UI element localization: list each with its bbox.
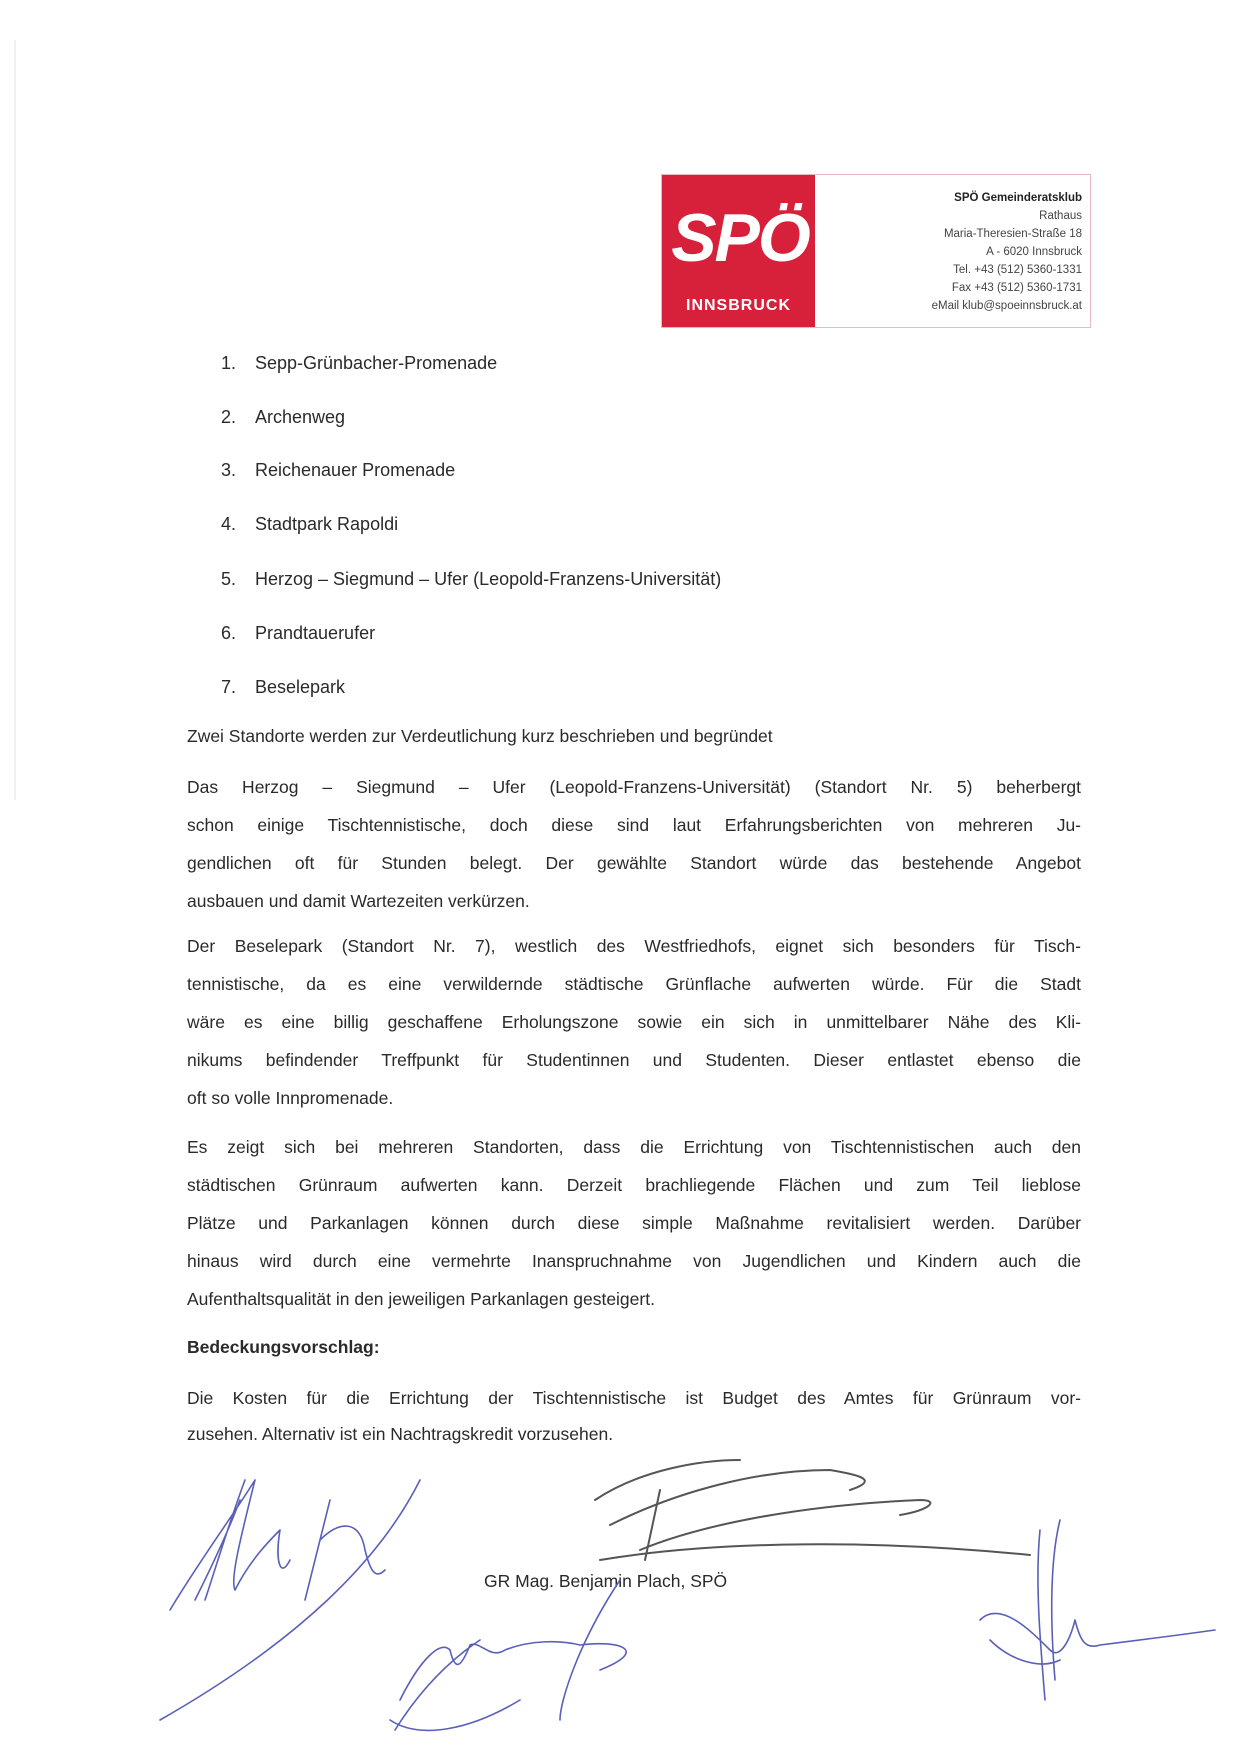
text-line: ausbauen und damit Wartezeiten verkürzen. [187, 891, 530, 911]
list-number: 3. [221, 460, 237, 480]
list-item [221, 567, 721, 591]
text-line: Der Beselepark (Standort Nr. 7), westlich des Westfriedhofs, eignet sich besonders für Tisch- [187, 936, 1081, 956]
text-line: nikums befindender Treffpunkt für Studentinnen und Studenten. Dieser entlastet ebenso die [187, 1050, 1081, 1070]
text-line: wäre es eine billig geschaffene Erholungszone sowie ein sich in unmittelbarer Nähe des Kli- [187, 1012, 1081, 1032]
list-text: Reichenauer Promenade [255, 460, 456, 480]
text-line: gendlichen oft für Stunden belegt. Der gewählte Standort würde das bestehende Angebot [187, 853, 1081, 873]
letterhead-address [932, 189, 1082, 315]
text-line: Es zeigt sich bei mehreren Standorten, dass die Errichtung von Tischtennistischen auch den [187, 1137, 1081, 1157]
list-number: 2. [221, 407, 237, 427]
list-item [221, 675, 345, 699]
text-line: Aufenthaltsqualität in den jeweiligen Parkanlagen gesteigert. [187, 1289, 655, 1309]
text-line: Die Kosten für die Errichtung der Tischtennistische ist Budget des Amtes für Grünraum vor- [187, 1388, 1081, 1408]
logo-text: SPÖ [671, 200, 809, 276]
address-line: Maria-Theresien-Straße 18 [943, 228, 1082, 240]
phone: Tel. +43 (512) 5360-1331 [953, 264, 1082, 276]
org-name: SPÖ Gemeinderatsklub [954, 192, 1082, 204]
logo-subtext: INNSBRUCK [686, 297, 791, 314]
list-text: Sepp-Grünbacher-Promenade [255, 353, 498, 373]
text-line: städtischen Grünraum aufwerten kann. Derzeit brachliegende Flächen und zum Teil lieblose [187, 1175, 1081, 1195]
list-item [221, 351, 497, 375]
list-text: Stadtpark Rapoldi [255, 514, 399, 534]
list-number: 4. [221, 514, 237, 534]
signature-left [160, 1480, 420, 1720]
list-item [221, 458, 455, 482]
list-item [221, 405, 345, 429]
list-number: 6. [221, 623, 237, 643]
address-line: A - 6020 Innsbruck [986, 246, 1082, 258]
address-line: Rathaus [1039, 210, 1082, 222]
text-line: Das Herzog – Siegmund – Ufer (Leopold-Franzens-Universität) (Standort Nr. 5) beherbergt [187, 777, 1081, 797]
text-line: Plätze und Parkanlagen können durch diese simple Maßnahme revitalisiert werden. Darüber [187, 1213, 1081, 1233]
list-text: Beselepark [255, 677, 346, 697]
text-line: schon einige Tischtennistische, doch diese sind laut Erfahrungsberichten von mehreren Ju- [187, 815, 1081, 835]
text-line: tennistische, da es eine verwildernde städtische Grünflache aufwerten würde. Für die Stadt [187, 974, 1081, 994]
letterhead [661, 174, 1091, 328]
list-number: 7. [221, 677, 237, 697]
signature-right [980, 1520, 1215, 1700]
list-text: Prandtauerufer [255, 623, 376, 643]
list-number: 1. [221, 353, 237, 373]
signatory-name: GR Mag. Benjamin Plach, SPÖ [484, 1571, 728, 1591]
list-item [221, 512, 398, 536]
list-item [221, 621, 375, 645]
intro-text: Zwei Standorte werden zur Verdeutlichung kurz beschrieben und begründet [187, 726, 773, 746]
signature-top [595, 1460, 1030, 1560]
text-line: hinaus wird durch eine vermehrte Inanspruchnahme von Jugendlichen und Kindern auch die [187, 1251, 1081, 1271]
scan-edge [14, 40, 16, 800]
fax: Fax +43 (512) 5360-1731 [951, 282, 1082, 294]
email: eMail klub@spoeinnsbruck.at [931, 300, 1082, 312]
list-text: Archenweg [255, 407, 346, 427]
spo-logo [662, 175, 815, 327]
text-line: zusehen. Alternativ ist ein Nachtragskredit vorzusehen. [187, 1424, 614, 1444]
text-line: oft so volle Innpromenade. [187, 1088, 394, 1108]
coverage-heading: Bedeckungsvorschlag: [187, 1337, 380, 1357]
list-number: 5. [221, 569, 237, 589]
signature-bottom [390, 1580, 626, 1730]
list-text: Herzog – Siegmund – Ufer (Leopold-Franzens-Universität) [255, 569, 722, 589]
